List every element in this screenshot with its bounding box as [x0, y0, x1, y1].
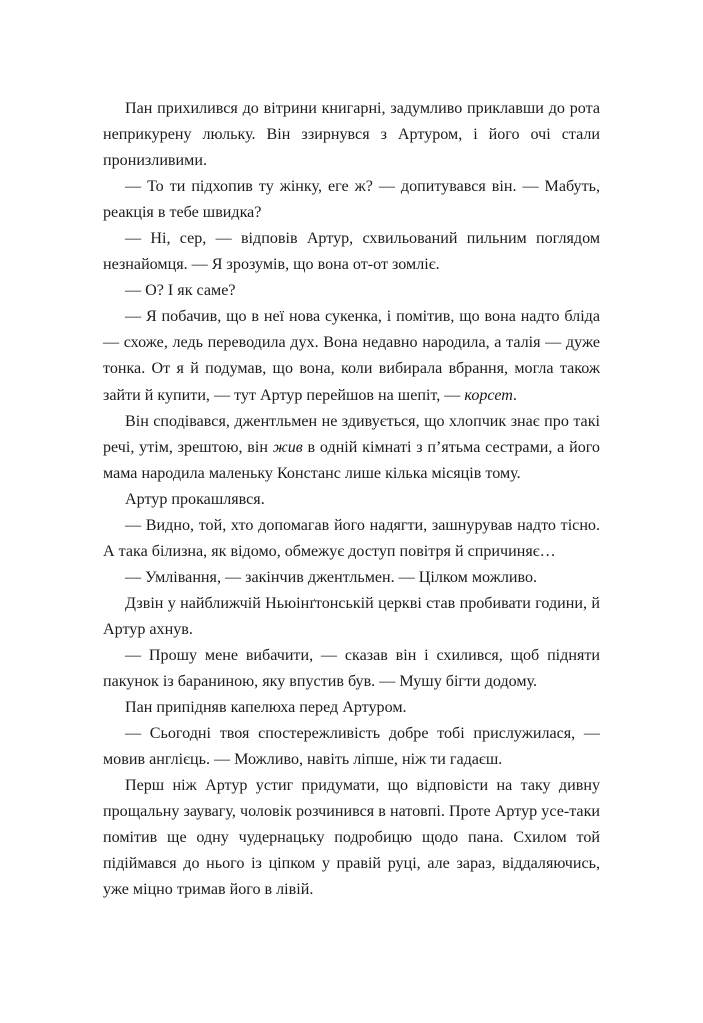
paragraph-6-text-before-italic: Він сподівався, джентльмен не здивується, що хлопчик знає про такі речі, утім, зрештою, він [103, 412, 600, 456]
paragraph-6-italic-word: жив [272, 438, 303, 456]
paragraph-7: Артур прокашлявся. [125, 490, 265, 508]
paragraph-12: Пан припідняв капелюха перед Артуром. [125, 699, 407, 717]
paragraph-6-text-after-italic: в одній кімнаті з п’ятьма сестрами, а його мама народила маленьку Констанс лише кілька місяців тому. [103, 438, 600, 482]
paragraph-14: Перш ніж Артур устиг придумати, що відповісти на таку дивну прощальну заувагу, чоловік розчинився в натовпі. Проте Артур усе-таки помітив ще одну чудернацьку подробицю щодо пана. Схилом той підіймався до нього із ціпком у правій руці, але зараз, віддаляючись, уже міцно тримав його в лівій. [103, 777, 600, 899]
paragraph-5-text-after-italic: . [512, 386, 517, 404]
body-text-column [103, 96, 600, 903]
paragraph-9: — Умлівання, — закінчив джентльмен. — Цілком можливо. [125, 568, 538, 586]
paragraph-10: Дзвін у найближчій Ньюінґтонській церкві став пробивати години, й Артур ахнув. [103, 594, 600, 638]
paragraph-11: — Прошу мене вибачити, — сказав він і схилився, щоб підняти пакунок із бараниною, яку впустив був. — Мушу бігти додому. [103, 646, 600, 691]
paragraph-2: — То ти підхопив ту жінку, еге ж? — допитувався він. — Мабуть, реакція в тебе швидка? [103, 178, 600, 222]
paragraph-3: — Ні, сер, — відповів Артур, схвильований пильним поглядом незнайомця. — Я зрозумів, що вона от-от зомліє. [103, 230, 600, 274]
paragraph-5-italic-word: корсет [464, 386, 513, 404]
paragraph-8: — Видно, той, хто допомагав його надягти, зашнурував надто тісно. А така білизна, як відомо, обмежує доступ повітря й спричиняє… [103, 516, 600, 560]
paragraph-13: — Сьогодні твоя спостережливість добре тобі прислужилася, — мовив англієць. — Можливо, навіть ліпше, ніж ти гадаєш. [103, 725, 600, 769]
paragraph-1: Пан прихилився до вітрини книгарні, задумливо приклавши до рота неприкурену люльку. Він ззирнувся з Артуром, і його очі стали пронизливими. [103, 100, 600, 170]
paragraph-4: — О? І як саме? [125, 282, 236, 300]
paragraph-5-text-before-italic: — Я побачив, що в неї нова сукенка, і помітив, що вона надто бліда — схоже, ледь переводила дух. Вона недавно народила, а талія — дуже тонка. От я й подумав, що вона, коли вибирала вбрання, могла також зайти й купити, — тут Артур перейшов на шепіт, — [103, 308, 600, 404]
paragraph-6 [103, 409, 600, 487]
paragraph-5 [103, 304, 600, 408]
